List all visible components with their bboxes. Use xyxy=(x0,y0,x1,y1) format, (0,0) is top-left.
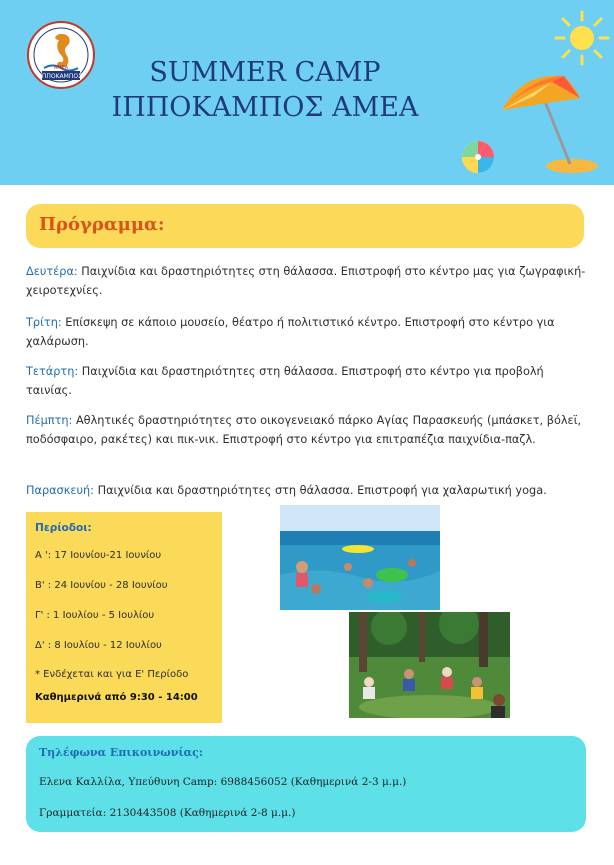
park-photo xyxy=(349,612,510,718)
beach-ball-icon xyxy=(461,140,495,174)
day-name: Παρασκευή: xyxy=(26,484,94,497)
day-thursday xyxy=(26,411,586,449)
day-text: Παιχνίδια και δραστηριότητες στη θάλασσα. Επιστροφή στο κέντρο για προβολή ταινίας. xyxy=(26,365,544,397)
day-monday xyxy=(26,262,586,300)
day-name: Δευτέρα: xyxy=(26,265,78,278)
contact-heading: Τηλέφωνα Επικοινωνίας: xyxy=(39,746,203,759)
header-banner xyxy=(0,0,614,185)
day-text: Επίσκεψη σε κάποιο μουσείο, θέατρο ή πολιτιστικό κέντρο. Επιστροφή στο κέντρο για χαλάρωση. xyxy=(26,316,555,348)
contact-box xyxy=(26,736,586,832)
sun-icon xyxy=(552,8,612,68)
contact-office-phone: Γραμματεία: 2130443508 (Καθημερινά 2-8 μ.μ.) xyxy=(39,807,296,819)
period-note: * Ενδέχεται και για Ε' Περίοδο xyxy=(35,669,189,680)
title-line-2: ΙΠΠΟΚΑΜΠΟΣ ΑΜΕΑ xyxy=(111,92,419,123)
period-b: Β' : 24 Ιουνίου - 28 Ιουνίου xyxy=(35,580,168,591)
period-c: Γ' : 1 Ιουλίου - 5 Ιουλίου xyxy=(35,610,155,621)
program-heading-bar xyxy=(26,204,584,248)
day-name: Πέμπτη: xyxy=(26,414,73,427)
period-d: Δ' : 8 Ιουλίου - 12 Ιουλίου xyxy=(35,640,162,651)
beach-photo xyxy=(280,505,440,610)
beach-umbrella-icon xyxy=(494,66,604,176)
day-wednesday xyxy=(26,362,586,400)
page-title xyxy=(100,55,430,125)
day-text: Παιχνίδια και δραστηριότητες στη θάλασσα. Επιστροφή για χαλαρωτική yoga. xyxy=(94,484,547,497)
day-name: Τετάρτη: xyxy=(26,365,79,378)
periods-box xyxy=(26,512,222,723)
daily-hours: Καθημερινά από 9:30 - 14:00 xyxy=(35,692,198,703)
day-friday xyxy=(26,481,586,500)
program-heading: Πρόγραμμα: xyxy=(39,214,165,235)
logo-text: ΙΠΠΟΚΑΜΠΟΣ xyxy=(40,73,82,80)
day-text: Αθλητικές δραστηριότητες στο οικογενειακό πάρκο Αγίας Παρασκευής (μπάσκετ, βόλεϊ, ποδόσφαιρο, ρακέτες) και πικ-νικ. Επιστροφή στο κέντρο για επιτραπέζια παιχνίδια-παζλ. xyxy=(26,414,582,446)
camp-logo xyxy=(26,20,96,90)
day-text: Παιχνίδια και δραστηριότητες στη θάλασσα. Επιστροφή στο κέντρο μας για ζωγραφική-χειροτεχνίες. xyxy=(26,265,586,297)
title-line-1: SUMMER CAMP xyxy=(149,57,381,88)
period-a: Α ': 17 Ιουνίου-21 Ιουνίου xyxy=(35,550,162,561)
day-name: Τρίτη: xyxy=(26,316,62,329)
periods-heading: Περίοδοι: xyxy=(35,522,92,534)
contact-camp-phone: Ελενα Καλλίλα, Υπεύθυνη Camp: 6988456052 (Καθημερινά 2-3 μ.μ.) xyxy=(39,776,407,788)
day-tuesday xyxy=(26,313,586,351)
logo-top-text: ΑΜΕΑ xyxy=(53,65,69,71)
